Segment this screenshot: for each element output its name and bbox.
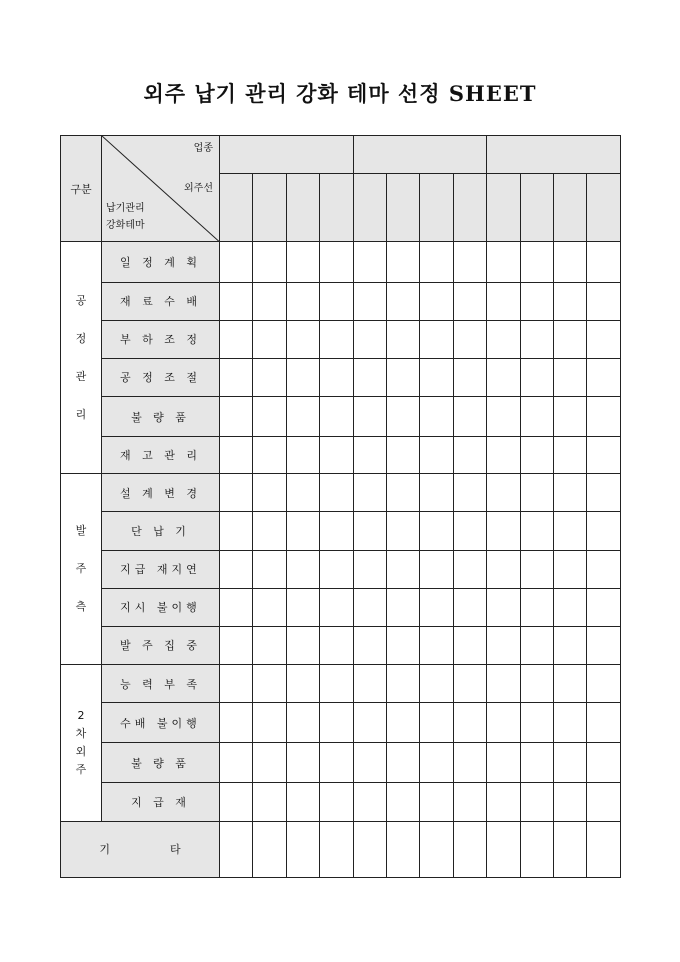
entry-cell[interactable] [220,664,253,702]
subcontractor-cell[interactable] [553,174,586,242]
entry-cell[interactable] [253,626,286,664]
entry-cell[interactable] [320,743,353,783]
entry-cell[interactable] [386,242,419,282]
category-char: 리 [75,407,87,421]
entry-cell[interactable] [487,703,520,743]
entry-cell[interactable] [286,550,319,588]
entry-cell[interactable] [220,703,253,743]
entry-cell[interactable] [520,626,553,664]
entry-cell[interactable] [286,703,319,743]
entry-cell[interactable] [587,588,620,626]
industry-group-3-cell[interactable] [487,136,621,174]
subcontractor-cell[interactable] [253,174,286,242]
entry-cell[interactable] [587,282,620,320]
category-char: 주 [75,762,87,776]
entry-cell[interactable] [386,703,419,743]
entry-cell[interactable] [453,512,486,550]
entry-cell[interactable] [386,783,419,821]
theme-item-label: 불 량 품 [102,743,220,783]
entry-cell[interactable] [420,358,453,396]
entry-cell[interactable] [487,396,520,436]
entry-cell[interactable] [386,437,419,474]
entry-cell[interactable] [253,242,286,282]
entry-cell[interactable] [353,626,386,664]
entry-cell[interactable] [220,626,253,664]
entry-cell[interactable] [386,550,419,588]
entry-cell[interactable] [553,664,586,702]
entry-cell[interactable] [587,396,620,436]
entry-cell[interactable] [220,512,253,550]
theme-item-label: 재 고 관 리 [102,437,220,474]
entry-cell[interactable] [286,242,319,282]
entry-cell[interactable] [353,242,386,282]
etc-row [61,821,621,877]
entry-cell[interactable] [320,282,353,320]
entry-cell[interactable] [353,358,386,396]
entry-cell[interactable] [487,242,520,282]
entry-cell[interactable] [553,358,586,396]
entry-cell[interactable] [487,358,520,396]
entry-cell[interactable] [487,282,520,320]
entry-cell[interactable] [453,626,486,664]
entry-cell[interactable] [253,320,286,358]
entry-cell[interactable] [320,242,353,282]
entry-cell[interactable] [520,588,553,626]
theme-row [61,242,621,282]
entry-cell[interactable] [520,474,553,512]
entry-cell[interactable] [487,550,520,588]
entry-cell[interactable] [553,743,586,783]
entry-cell[interactable] [553,320,586,358]
entry-cell[interactable] [520,437,553,474]
entry-cell[interactable] [386,821,419,877]
theme-item-label: 단 납 기 [102,512,220,550]
entry-cell[interactable] [553,821,586,877]
category-char: 공 [75,293,87,307]
entry-cell[interactable] [253,474,286,512]
entry-cell[interactable] [386,474,419,512]
subcontractor-cell[interactable] [587,174,620,242]
industry-group-1-cell[interactable] [220,136,354,174]
entry-cell[interactable] [487,626,520,664]
entry-cell[interactable] [420,437,453,474]
entry-cell[interactable] [320,664,353,702]
entry-cell[interactable] [286,437,319,474]
theme-row [61,664,621,702]
theme-row [61,512,621,550]
entry-cell[interactable] [320,474,353,512]
entry-cell[interactable] [353,320,386,358]
subcontractor-cell[interactable] [220,174,253,242]
theme-row [61,550,621,588]
entry-cell[interactable] [353,474,386,512]
entry-cell[interactable] [253,396,286,436]
entry-cell[interactable] [420,474,453,512]
diagonal-header-cell [102,136,220,242]
entry-cell[interactable] [587,474,620,512]
entry-cell[interactable] [520,550,553,588]
industry-group-2-cell[interactable] [353,136,487,174]
entry-cell[interactable] [386,282,419,320]
entry-cell[interactable] [487,783,520,821]
entry-cell[interactable] [487,512,520,550]
entry-cell[interactable] [220,821,253,877]
theme-selection-table [60,135,621,878]
entry-cell[interactable] [320,588,353,626]
entry-cell[interactable] [320,626,353,664]
entry-cell[interactable] [420,396,453,436]
entry-cell[interactable] [220,588,253,626]
subcontractor-cell[interactable] [353,174,386,242]
entry-cell[interactable] [553,282,586,320]
entry-cell[interactable] [587,550,620,588]
entry-cell[interactable] [253,358,286,396]
entry-cell[interactable] [587,703,620,743]
entry-cell[interactable] [286,664,319,702]
subcontractor-cell[interactable] [386,174,419,242]
page-title: 외주 납기 관리 강화 테마 선정 SHEET [143,81,537,106]
entry-cell[interactable] [286,512,319,550]
entry-cell[interactable] [587,783,620,821]
subcontractor-cell[interactable] [453,174,486,242]
category-cell [61,664,102,821]
entry-cell[interactable] [386,358,419,396]
etc-char: 기 [99,843,110,857]
entry-cell[interactable] [353,664,386,702]
entry-cell[interactable] [386,320,419,358]
entry-cell[interactable] [587,664,620,702]
entry-cell[interactable] [353,783,386,821]
entry-cell[interactable] [286,396,319,436]
category-char: 주 [75,562,87,576]
theme-item-label: 공 정 조 절 [102,358,220,396]
entry-cell[interactable] [520,512,553,550]
entry-cell[interactable] [253,703,286,743]
entry-cell[interactable] [520,396,553,436]
industry-label: 업종 [193,143,213,154]
etc-label-cell [61,821,220,877]
entry-cell[interactable] [353,743,386,783]
category-char: 외 [75,744,87,758]
entry-cell[interactable] [453,821,486,877]
entry-cell[interactable] [487,743,520,783]
category-char: 측 [75,600,87,614]
entry-cell[interactable] [487,320,520,358]
entry-cell[interactable] [220,282,253,320]
theme-row [61,743,621,783]
entry-cell[interactable] [453,664,486,702]
entry-cell[interactable] [320,783,353,821]
entry-cell[interactable] [220,437,253,474]
entry-cell[interactable] [320,320,353,358]
entry-cell[interactable] [587,242,620,282]
theme-item-label: 수배 불이행 [102,703,220,743]
entry-cell[interactable] [553,588,586,626]
entry-cell[interactable] [553,242,586,282]
category-char: 관 [75,369,87,383]
category-cell [61,242,102,474]
subcontractor-cell[interactable] [286,174,319,242]
entry-cell[interactable] [320,396,353,436]
entry-cell[interactable] [420,242,453,282]
theme-item-label: 능 력 부 족 [102,664,220,702]
entry-cell[interactable] [320,703,353,743]
entry-cell[interactable] [420,664,453,702]
entry-cell[interactable] [320,512,353,550]
theme-row [61,783,621,821]
entry-cell[interactable] [453,474,486,512]
category-char: 차 [75,726,87,740]
entry-cell[interactable] [520,282,553,320]
entry-cell[interactable] [420,821,453,877]
entry-cell[interactable] [220,396,253,436]
entry-cell[interactable] [420,703,453,743]
entry-cell[interactable] [253,664,286,702]
entry-cell[interactable] [520,821,553,877]
entry-cell[interactable] [553,626,586,664]
entry-cell[interactable] [587,626,620,664]
theme-item-label: 일 정 계 획 [102,242,220,282]
entry-cell[interactable] [386,512,419,550]
theme-row [61,703,621,743]
entry-cell[interactable] [353,821,386,877]
entry-cell[interactable] [453,550,486,588]
entry-cell[interactable] [220,743,253,783]
category-char: 정 [75,331,87,345]
entry-cell[interactable] [386,664,419,702]
entry-cell[interactable] [487,588,520,626]
theme-item-label: 부 하 조 정 [102,320,220,358]
entry-cell[interactable] [286,320,319,358]
entry-cell[interactable] [286,743,319,783]
theme-item-label: 지시 불이행 [102,588,220,626]
entry-cell[interactable] [553,437,586,474]
entry-cell[interactable] [320,550,353,588]
entry-cell[interactable] [353,588,386,626]
entry-cell[interactable] [453,396,486,436]
entry-cell[interactable] [453,743,486,783]
entry-cell[interactable] [453,282,486,320]
entry-cell[interactable] [420,783,453,821]
entry-cell[interactable] [353,703,386,743]
category-char: 발 [75,524,87,538]
theme-item-label: 재 료 수 배 [102,282,220,320]
theme-item-label: 설 계 변 경 [102,474,220,512]
theme-item-label: 지급 재지연 [102,550,220,588]
entry-cell[interactable] [220,550,253,588]
entry-cell[interactable] [420,743,453,783]
entry-cell[interactable] [587,320,620,358]
etc-char: 타 [170,843,181,857]
entry-cell[interactable] [553,783,586,821]
entry-cell[interactable] [220,242,253,282]
subcontractor-cell[interactable] [420,174,453,242]
entry-cell[interactable] [453,358,486,396]
entry-cell[interactable] [520,358,553,396]
entry-cell[interactable] [520,242,553,282]
entry-cell[interactable] [286,783,319,821]
entry-cell[interactable] [253,550,286,588]
entry-cell[interactable] [253,282,286,320]
entry-cell[interactable] [587,743,620,783]
entry-cell[interactable] [520,783,553,821]
entry-cell[interactable] [487,437,520,474]
entry-cell[interactable] [420,588,453,626]
entry-cell[interactable] [220,783,253,821]
entry-cell[interactable] [487,821,520,877]
entry-cell[interactable] [487,664,520,702]
entry-cell[interactable] [453,437,486,474]
entry-cell[interactable] [320,358,353,396]
entry-cell[interactable] [253,512,286,550]
entry-cell[interactable] [286,282,319,320]
entry-cell[interactable] [286,474,319,512]
entry-cell[interactable] [220,320,253,358]
subcontractor-label: 외주선 [184,183,213,194]
entry-cell[interactable] [553,550,586,588]
entry-cell[interactable] [553,703,586,743]
subcontractor-cell[interactable] [487,174,520,242]
entry-cell[interactable] [386,396,419,436]
entry-cell[interactable] [353,437,386,474]
theme-item-label: 발 주 집 중 [102,626,220,664]
entry-cell[interactable] [587,358,620,396]
entry-cell[interactable] [253,588,286,626]
entry-cell[interactable] [220,358,253,396]
entry-cell[interactable] [253,783,286,821]
entry-cell[interactable] [520,743,553,783]
entry-cell[interactable] [353,550,386,588]
entry-cell[interactable] [453,242,486,282]
entry-cell[interactable] [386,588,419,626]
entry-cell[interactable] [353,396,386,436]
entry-cell[interactable] [220,474,253,512]
entry-cell[interactable] [520,320,553,358]
entry-cell[interactable] [386,743,419,783]
entry-cell[interactable] [487,474,520,512]
entry-cell[interactable] [253,437,286,474]
entry-cell[interactable] [286,821,319,877]
entry-cell[interactable] [453,588,486,626]
category-header: 구분 [61,136,102,242]
entry-cell[interactable] [253,821,286,877]
theme-row [61,396,621,436]
theme-item-label: 지 급 재 [102,783,220,821]
theme-label: 납기관리 강화테마 [106,203,145,231]
entry-cell[interactable] [587,821,620,877]
category-char: 2 [77,708,85,722]
entry-cell[interactable] [587,512,620,550]
entry-cell[interactable] [320,821,353,877]
theme-item-label: 불 량 품 [102,396,220,436]
entry-cell[interactable] [553,396,586,436]
theme-row [61,474,621,512]
entry-cell[interactable] [286,358,319,396]
theme-row [61,588,621,626]
entry-cell[interactable] [420,550,453,588]
entry-cell[interactable] [420,512,453,550]
entry-cell[interactable] [553,474,586,512]
entry-cell[interactable] [520,703,553,743]
theme-row [61,437,621,474]
theme-row [61,358,621,396]
entry-cell[interactable] [453,783,486,821]
entry-cell[interactable] [587,437,620,474]
subcontractor-cell[interactable] [520,174,553,242]
entry-cell[interactable] [553,512,586,550]
subcontractor-cell[interactable] [320,174,353,242]
entry-cell[interactable] [253,743,286,783]
theme-row [61,320,621,358]
entry-cell[interactable] [353,282,386,320]
theme-row [61,626,621,664]
entry-cell[interactable] [453,320,486,358]
entry-cell[interactable] [320,437,353,474]
entry-cell[interactable] [286,626,319,664]
theme-row [61,282,621,320]
entry-cell[interactable] [520,664,553,702]
entry-cell[interactable] [420,282,453,320]
entry-cell[interactable] [420,626,453,664]
entry-cell[interactable] [420,320,453,358]
entry-cell[interactable] [286,588,319,626]
entry-cell[interactable] [386,626,419,664]
category-cell [61,474,102,665]
entry-cell[interactable] [353,512,386,550]
entry-cell[interactable] [453,703,486,743]
